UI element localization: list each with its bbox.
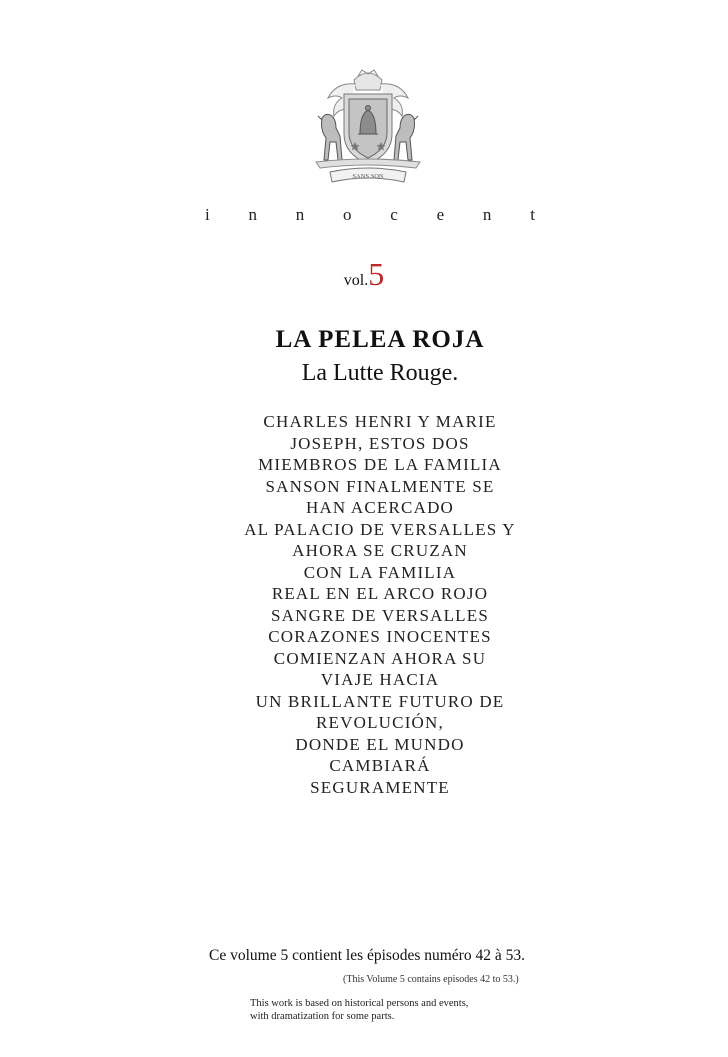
- synopsis-line: VIAJE HACIA: [320, 670, 440, 689]
- series-letter: n: [482, 205, 492, 224]
- episodes-note-en: (This Volume 5 contains episodes 42 to 53.): [343, 974, 519, 985]
- crest-motto-text: SANS SON: [352, 173, 384, 180]
- disclaimer-line: This work is based on historical persons and events,: [250, 998, 469, 1009]
- synopsis-line: AHORA SE CRUZAN: [292, 541, 468, 560]
- series-letter: n: [295, 205, 305, 224]
- synopsis-line: CON LA FAMILIA: [303, 562, 457, 582]
- synopsis-line: DONDE EL MUNDO: [295, 734, 465, 754]
- volume-label: [0, 258, 728, 290]
- synopsis-line: UN BRILLANTE FUTURO DE: [255, 691, 505, 711]
- series-title: [205, 205, 535, 225]
- synopsis-line: SANGRE DE VERSALLES: [270, 605, 489, 625]
- synopsis-line: REAL EN EL ARCO ROJO: [271, 584, 489, 603]
- disclaimer-line: with dramatization for some parts.: [250, 1011, 395, 1022]
- chapter-title: LA PELEA ROJA: [275, 326, 485, 353]
- synopsis-line: MIEMBROS DE LA FAMILIA: [258, 455, 502, 474]
- synopsis-line: HAN ACERCADO: [305, 498, 455, 517]
- synopsis-line: JOSEPH, ESTOS DOS: [290, 433, 470, 453]
- synopsis-line: CORAZONES INOCENTES: [268, 627, 492, 646]
- series-letter: c: [390, 205, 398, 224]
- coat-of-arms-logo: [306, 64, 430, 190]
- episodes-note-fr: Ce volume 5 contient les épisodes numéro 42 à 53.: [209, 947, 525, 964]
- synopsis-line: CAMBIARÁ: [329, 756, 431, 775]
- series-letter: n: [248, 205, 257, 224]
- synopsis-line: SANSON FINALMENTE SE: [265, 476, 495, 496]
- synopsis: [180, 411, 580, 798]
- synopsis-line: AL PALACIO DE VERSALLES Y: [244, 519, 516, 539]
- volume-prefix: vol.: [343, 272, 369, 289]
- series-letter: i: [205, 205, 210, 224]
- disclaimer: [250, 997, 468, 1023]
- chapter-subtitle: La Lutte Rouge.: [301, 360, 459, 386]
- volume-number: 5: [368, 256, 385, 292]
- synopsis-line: REVOLUCIÓN,: [316, 713, 444, 732]
- synopsis-line: SEGURAMENTE: [310, 777, 450, 797]
- synopsis-line: CHARLES HENRI Y MARIE: [263, 412, 497, 431]
- synopsis-line: COMIENZAN AHORA SU: [273, 648, 487, 668]
- series-letter: o: [343, 205, 352, 224]
- series-letter: t: [530, 205, 535, 224]
- series-letter: e: [436, 205, 445, 224]
